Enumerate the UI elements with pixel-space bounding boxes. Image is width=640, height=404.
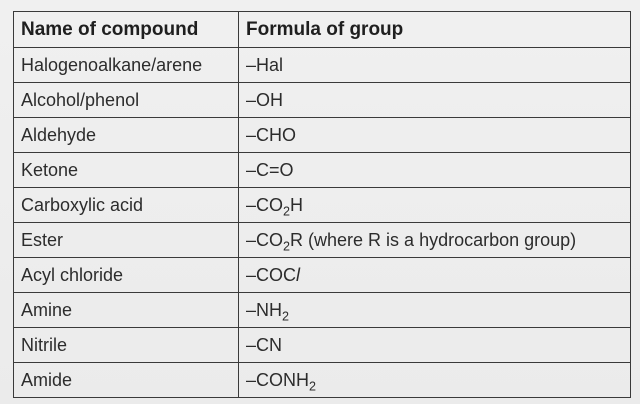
compound-name: Amine (14, 293, 239, 328)
group-formula: –OH (239, 83, 631, 118)
compound-name: Amide (14, 363, 239, 398)
table-row (14, 153, 631, 188)
compound-name: Ketone (14, 153, 239, 188)
compound-name: Nitrile (14, 328, 239, 363)
table-row (14, 223, 631, 258)
formula-subscript: 2 (309, 378, 317, 393)
compound-name: Alcohol/phenol (14, 83, 239, 118)
formula-subscript: 2 (282, 308, 290, 323)
formula-text: –CONH (246, 369, 310, 390)
table-header-row (14, 12, 631, 48)
compound-name: Ester (14, 223, 239, 258)
group-formula: –Hal (239, 48, 631, 83)
table-row (14, 83, 631, 118)
compound-name: Halogenoalkane/arene (14, 48, 239, 83)
group-formula (239, 188, 631, 223)
compound-name: Carboxylic acid (14, 188, 239, 223)
formula-subscript: 2 (283, 238, 291, 253)
formula-text: –CO (246, 194, 284, 215)
table-row (14, 118, 631, 153)
compound-name: Acyl chloride (14, 258, 239, 293)
functional-groups-table (13, 11, 631, 398)
table-row (14, 363, 631, 398)
table-row (14, 258, 631, 293)
formula-text: –NH (246, 299, 283, 320)
formula-subscript: 2 (283, 203, 291, 218)
column-header-name: Name of compound (14, 12, 239, 48)
table-row (14, 293, 631, 328)
group-formula: –C=O (239, 153, 631, 188)
group-formula (239, 363, 631, 398)
table-row (14, 328, 631, 363)
group-formula (239, 293, 631, 328)
group-formula: –CN (239, 328, 631, 363)
formula-text: –COC (246, 264, 297, 285)
compound-name: Aldehyde (14, 118, 239, 153)
group-formula (239, 258, 631, 293)
formula-text: H (290, 194, 304, 215)
table-row (14, 48, 631, 83)
column-header-formula: Formula of group (239, 12, 631, 48)
group-formula (239, 223, 631, 258)
table-row (14, 188, 631, 223)
formula-text: R (where R is a hydrocarbon group) (290, 229, 577, 250)
group-formula: –CHO (239, 118, 631, 153)
formula-text: –CO (246, 229, 284, 250)
formula-italic: l (296, 264, 301, 285)
